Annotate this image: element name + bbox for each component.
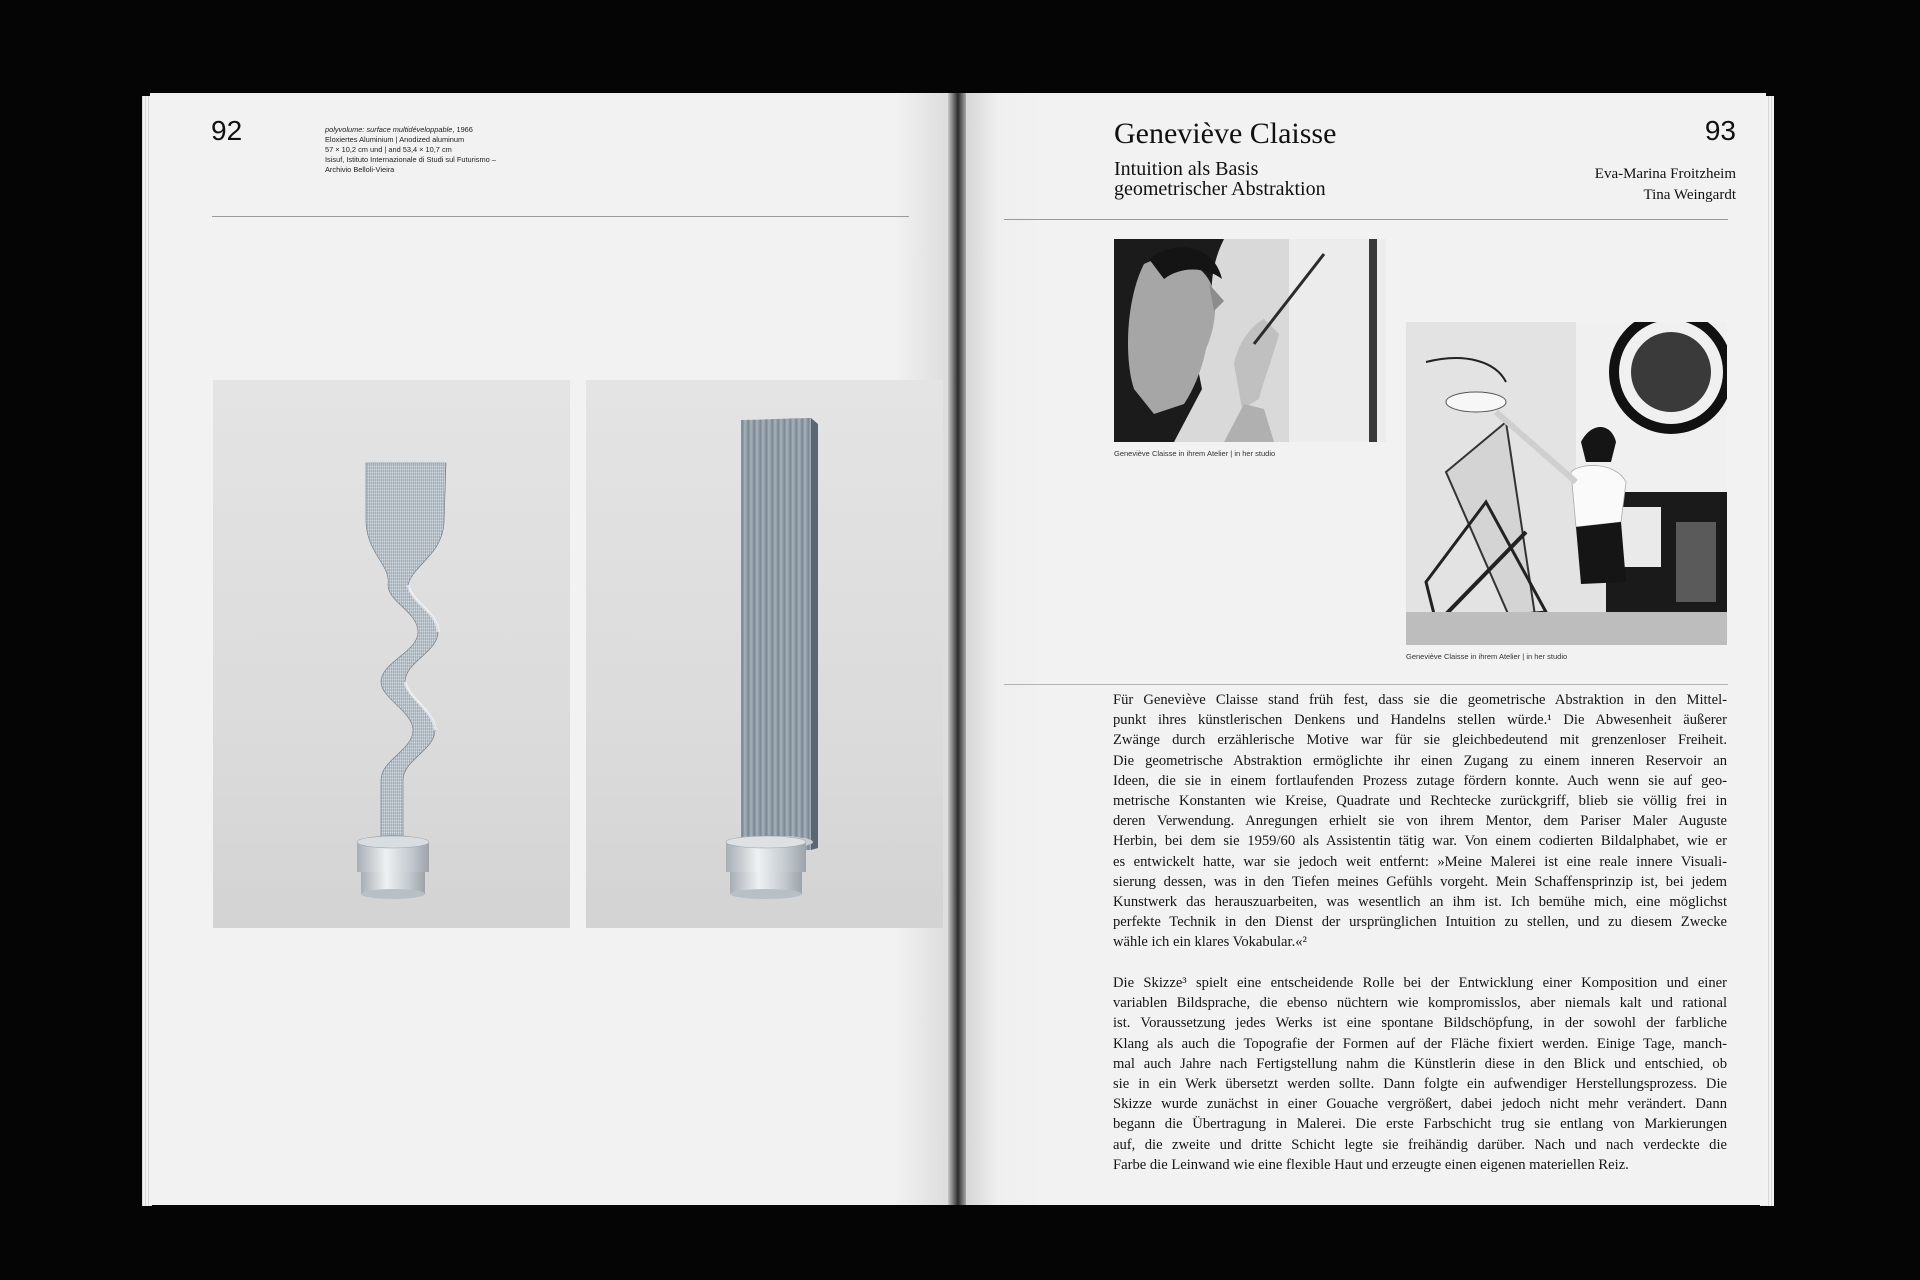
article-title: Geneviève Claisse bbox=[1114, 117, 1337, 150]
text-line: punkt ihres künstlerischen Denkens und Handelns stellen würde.¹ Die Abwesenheit äußerer bbox=[1113, 712, 1727, 729]
caption-year: , 1966 bbox=[452, 125, 473, 134]
caption-title: polyvolume: surface multidéveloppable bbox=[325, 125, 453, 134]
subtitle-line-2: geometrischer Abstraktion bbox=[1114, 178, 1326, 200]
left-page bbox=[150, 93, 950, 1205]
artist-portrait-photo bbox=[1114, 239, 1386, 442]
page-number-left: 92 bbox=[211, 115, 243, 146]
caption-title-line bbox=[325, 125, 585, 135]
text-line: Die geometrische Abstraktion ermöglichte ihr einen Zugang zu einem inneren Reservoir an bbox=[1113, 752, 1727, 769]
flat-sculpture-photo bbox=[586, 380, 943, 928]
portrait-caption: Geneviève Claisse in ihrem Atelier | in her studio bbox=[1114, 449, 1276, 458]
header-rule-left bbox=[212, 216, 909, 217]
text-line: variablen Bildsprache, die ebenso nüchtern wie kompromisslos, aber niemals kalt und rational bbox=[1113, 995, 1727, 1012]
text-line: ist. Voraussetzung jedes Werks ist eine spontane Bildschöpfung, in der sowohl der farbliche bbox=[1113, 1015, 1727, 1032]
text-line: Skizze wurde zunächst in einer Gouache vergrößert, dabei jedoch nicht mehr verändert. Dann bbox=[1113, 1096, 1727, 1113]
author-2: Tina Weingardt bbox=[1643, 187, 1736, 203]
header-rule-right bbox=[1004, 219, 1728, 220]
caption-material: Eloxiertes Aluminium | Anodized aluminum bbox=[325, 135, 465, 144]
text-line: sie in ein Werk übersetzt werden sollte. Dann folgte ein aufwendiger Herstellungsprozess. Die bbox=[1113, 1076, 1727, 1093]
caption-collection-2: Archivio Belloli-Vieira bbox=[325, 165, 395, 174]
body-paragraph-1 bbox=[1113, 690, 1727, 953]
caption-dimensions: 57 × 10,2 cm und | and 53,4 × 10,7 cm bbox=[325, 145, 452, 154]
studio-caption: Geneviève Claisse in ihrem Atelier | in her studio bbox=[1406, 652, 1568, 661]
text-line: deren Verwendung. Anregungen erhielt sie von ihrem Mentor, dem Pariser Maler Auguste bbox=[1113, 813, 1727, 830]
subtitle-line-1: Intuition als Basis bbox=[1114, 158, 1259, 180]
section-rule bbox=[1004, 684, 1728, 685]
artist-studio-photo bbox=[1406, 322, 1727, 645]
text-line: metrische Konstanten wie Kreise, Quadrate und Rechtecke zurückgriff, blieb sie völlig frei in bbox=[1113, 793, 1727, 810]
text-line: perfekte Technik in den Dienst der ursprünglichen Intuition zu stellen, und zu diesem Zwecke bbox=[1113, 914, 1727, 931]
text-line: Ideen, die sie in einem fortlaufenden Prozess zutage fördern konnte. Auch wenn sie auf geo- bbox=[1113, 772, 1727, 789]
text-line: auf, die zweite und dritte Schicht legte sie freihändig darüber. Nach und nach verdeckte die bbox=[1113, 1136, 1727, 1153]
article-subtitle bbox=[1114, 159, 1454, 199]
text-line: Für Geneviève Claisse stand früh fest, dass sie die geometrische Abstraktion in den Mittel- bbox=[1113, 692, 1727, 708]
right-page bbox=[966, 93, 1766, 1205]
body-paragraph-2 bbox=[1113, 973, 1727, 1175]
text-line: Herbin, bei dem sie 1959/60 als Assistentin tätig war. Von einem codierten Bildalphabet, wie er bbox=[1113, 833, 1727, 850]
article-authors bbox=[1595, 164, 1736, 206]
text-line: Zwänge durch erzählerische Motive war für sie gleichbedeutend mit grenzenloser Freiheit. bbox=[1113, 732, 1727, 749]
artwork-caption bbox=[325, 125, 585, 175]
text-line: es entwickelt hatte, war sie jedoch weit entfernt: »Meine Malerei ist eine reale innere Visuali- bbox=[1113, 853, 1727, 870]
text-line: Die Skizze³ spielt eine entscheidende Rolle bei der Entwicklung einer Komposition und einer bbox=[1113, 975, 1727, 991]
text-line: wähle ich ein klares Vokabular.«² bbox=[1113, 934, 1307, 951]
caption-collection-1: Isisuf, Istituto Internazionale di Studi sul Futurismo – bbox=[325, 155, 496, 164]
text-line: Farbe die Leinwand wie eine flexible Haut und erzeugte einen eigenen materiellen Reiz. bbox=[1113, 1156, 1629, 1173]
text-line: begann die Übertragung in Malerei. Die erste Farbschicht trug sie entlang von Markierungen bbox=[1113, 1116, 1727, 1133]
author-1: Eva-Marina Froitzheim bbox=[1594, 166, 1736, 182]
twisted-sculpture-photo bbox=[213, 380, 570, 928]
text-line: sierung dessen, was in den Tiefen meines Gefühls vorgeht. Mein Schaffensprinzip ist, bei jedem bbox=[1113, 873, 1727, 890]
book-gutter bbox=[948, 93, 968, 1205]
text-line: Kunstwerk das herauszuarbeiten, was wesentlich an ihm ist. Ich bemühe mich, eine möglichst bbox=[1113, 894, 1727, 911]
page-number-right: 93 bbox=[1704, 115, 1736, 146]
text-line: mal auch Jahre nach Fertigstellung nahm die Künstlerin diese in den Blick und entschied, ob bbox=[1113, 1055, 1727, 1072]
text-line: Klang als auch die Topografie der Formen auf der Fläche fixiert werden. Einige Tage, manch- bbox=[1113, 1035, 1727, 1052]
